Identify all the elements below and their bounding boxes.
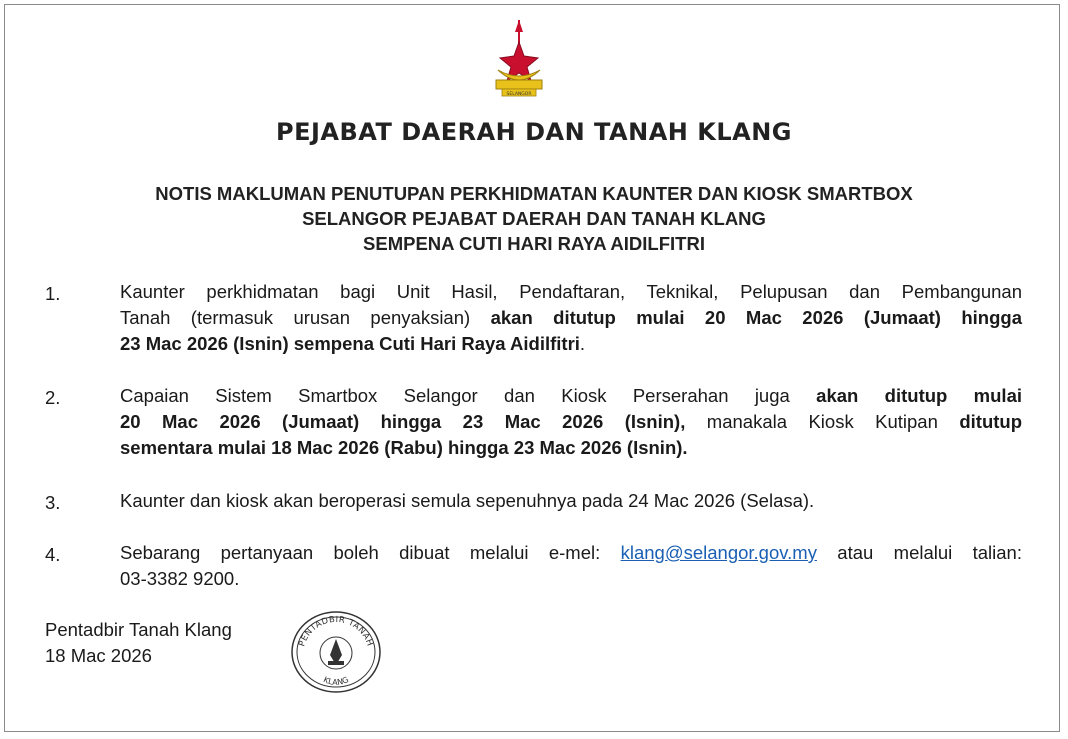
notice-title — [0, 181, 1068, 256]
email-link[interactable]: klang@selangor.gov.my — [620, 542, 817, 563]
selangor-crest-logo — [488, 18, 550, 100]
office-stamp — [289, 609, 383, 695]
item-line: Tanah (termasuk urusan penyaksian) akan ditutup mulai 20 Mac 2026 (Jumaat) hingga — [120, 307, 1022, 328]
signature-date: 18 Mac 2026 — [45, 645, 152, 666]
stamp-bottom-text: KLANG — [321, 675, 351, 687]
item-number: 1. — [45, 283, 61, 304]
item-line: Kaunter dan kiosk akan beroperasi semula sepenuhnya pada 24 Mac 2026 (Selasa). — [120, 490, 815, 511]
item-line: sementara mulai 18 Mac 2026 (Rabu) hingga 23 Mac 2026 (Isnin). — [120, 437, 688, 458]
item-text — [120, 279, 1022, 357]
notice-title-line: SELANGOR PEJABAT DAERAH DAN TANAH KLANG — [302, 208, 766, 229]
item-number: 3. — [45, 492, 61, 513]
item-line: 23 Mac 2026 (Isnin) sempena Cuti Hari Raya Aidilfitri. — [120, 333, 586, 354]
office-title: PEJABAT DAERAH DAN TANAH KLANG — [276, 118, 792, 146]
svg-text:KLANG — [322, 675, 350, 687]
item-text — [120, 540, 1022, 592]
notice-title-line: NOTIS MAKLUMAN PENUTUPAN PERKHIDMATAN KAUNTER DAN KIOSK SMARTBOX — [155, 183, 913, 204]
stamp-top-text: PENTADBIR TANAH — [297, 614, 375, 648]
item-number: 2. — [45, 387, 61, 408]
item-line: 20 Mac 2026 (Jumaat) hingga 23 Mac 2026 (Isnin), manakala Kiosk Kutipan ditutup — [120, 411, 1023, 432]
item-line: Sebarang pertanyaan boleh dibuat melalui e-mel: klang@selangor.gov.my atau melalui talian: — [120, 542, 1022, 563]
phone-number: 03-3382 9200. — [120, 568, 240, 589]
item-line: Capaian Sistem Smartbox Selangor dan Kiosk Perserahan juga akan ditutup mulai — [120, 385, 1022, 406]
signature-block — [45, 617, 232, 669]
item-text — [120, 383, 1022, 461]
signatory-title: Pentadbir Tanah Klang — [45, 619, 232, 640]
crest-label: SELANGOR — [506, 92, 532, 97]
item-line: Kaunter perkhidmatan bagi Unit Hasil, Pendaftaran, Teknikal, Pelupusan dan Pembangunan — [120, 281, 1022, 302]
notice-title-line: SEMPENA CUTI HARI RAYA AIDILFITRI — [363, 233, 705, 254]
item-text — [120, 488, 1022, 514]
item-number: 4. — [45, 544, 61, 565]
